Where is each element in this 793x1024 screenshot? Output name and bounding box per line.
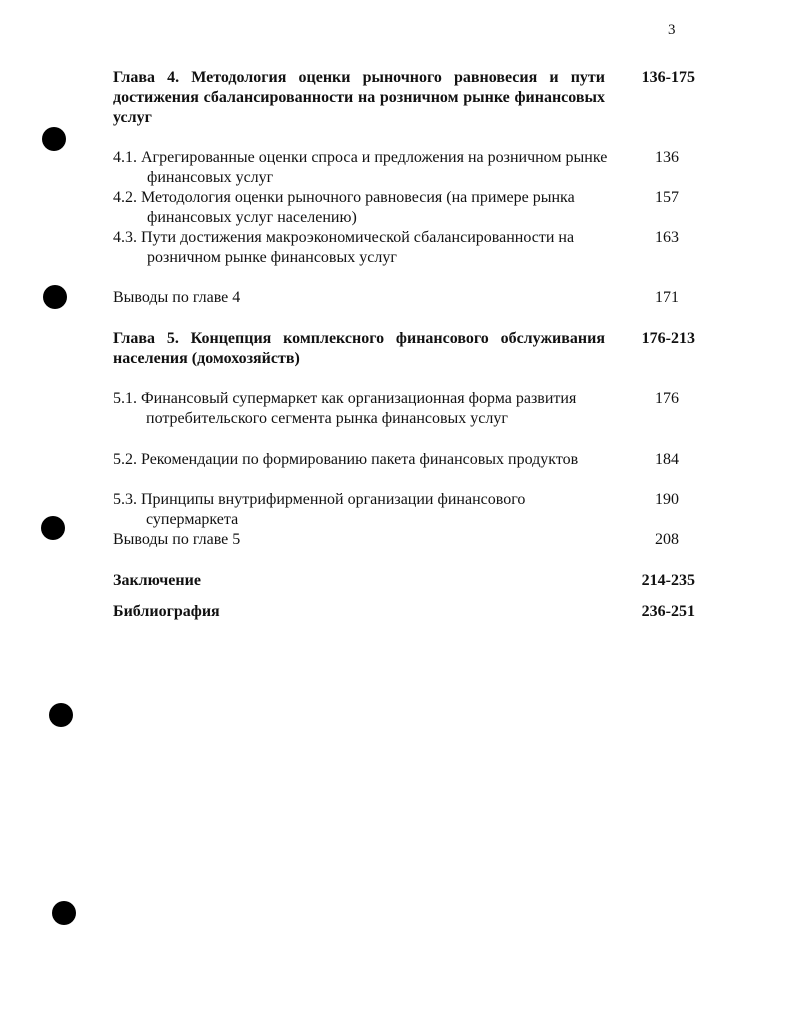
toc-bibliography [113,602,695,622]
toc-item-text: 5.3. Принципы внутрифирменной организации финансового супермаркета [113,491,526,528]
chapter-title: Глава 4. Методология оценки рыночного равновесия и пути достижения сбалансированности на розничном рынке финансовых услуг [113,69,605,126]
toc-item-4-1 [113,148,695,188]
toc-item-text: Выводы по главе 4 [113,289,241,306]
punch-hole-icon [41,516,65,540]
toc-item-4-2 [113,188,695,228]
toc-item-pages: 136 [655,149,679,166]
chapter-title: Глава 5. Концепция комплексного финансового обслуживания населения (домохозяйств) [113,330,605,367]
toc-item-pages: 176 [655,390,679,407]
toc-conclusion [113,571,695,591]
toc-item-pages: 157 [655,189,679,206]
punch-hole-icon [49,703,73,727]
chapter-pages: 136-175 [641,69,695,86]
toc-item-pages: 190 [655,491,679,508]
toc-item-text: 5.1. Финансовый супермаркет как организационная форма развития потребительского сегмента рынка финансовых услуг [113,390,577,427]
toc-item-5-3 [113,490,695,530]
toc-item-text: Выводы по главе 5 [113,531,241,548]
toc-item-text: Заключение [113,572,201,589]
toc-item-text: 4.3. Пути достижения макроэкономической сбалансированности на розничном рынке финансовых услуг [113,229,575,266]
toc-item-4-3 [113,228,695,268]
punch-hole-icon [43,285,67,309]
toc-item-pages: 163 [655,229,679,246]
toc-item-5-1 [113,389,695,429]
toc-conclusions-4 [113,288,695,308]
punch-hole-icon [42,127,66,151]
toc-item-text: 4.1. Агрегированные оценки спроса и предложения на розничном рынке финансовых услуг [113,149,608,186]
toc-item-text: Библиография [113,603,220,620]
punch-hole-icon [52,901,76,925]
toc-conclusions-5 [113,530,695,550]
chapter-pages: 176-213 [641,330,695,347]
toc-item-text: 5.2. Рекомендации по формированию пакета финансовых продуктов [113,451,579,468]
toc-item-pages: 184 [655,451,679,468]
toc-item-pages: 236-251 [641,603,695,620]
page-number: 3 [668,22,676,38]
toc-item-pages: 171 [655,289,679,306]
toc-item-pages: 208 [655,531,679,548]
toc-item-pages: 214-235 [641,572,695,589]
toc-item-5-2 [113,450,695,470]
toc-item-text: 4.2. Методология оценки рыночного равновесия (на примере рынка финансовых услуг населению) [113,189,575,226]
toc-chapter-5 [113,329,695,369]
toc-chapter-4 [113,68,695,128]
